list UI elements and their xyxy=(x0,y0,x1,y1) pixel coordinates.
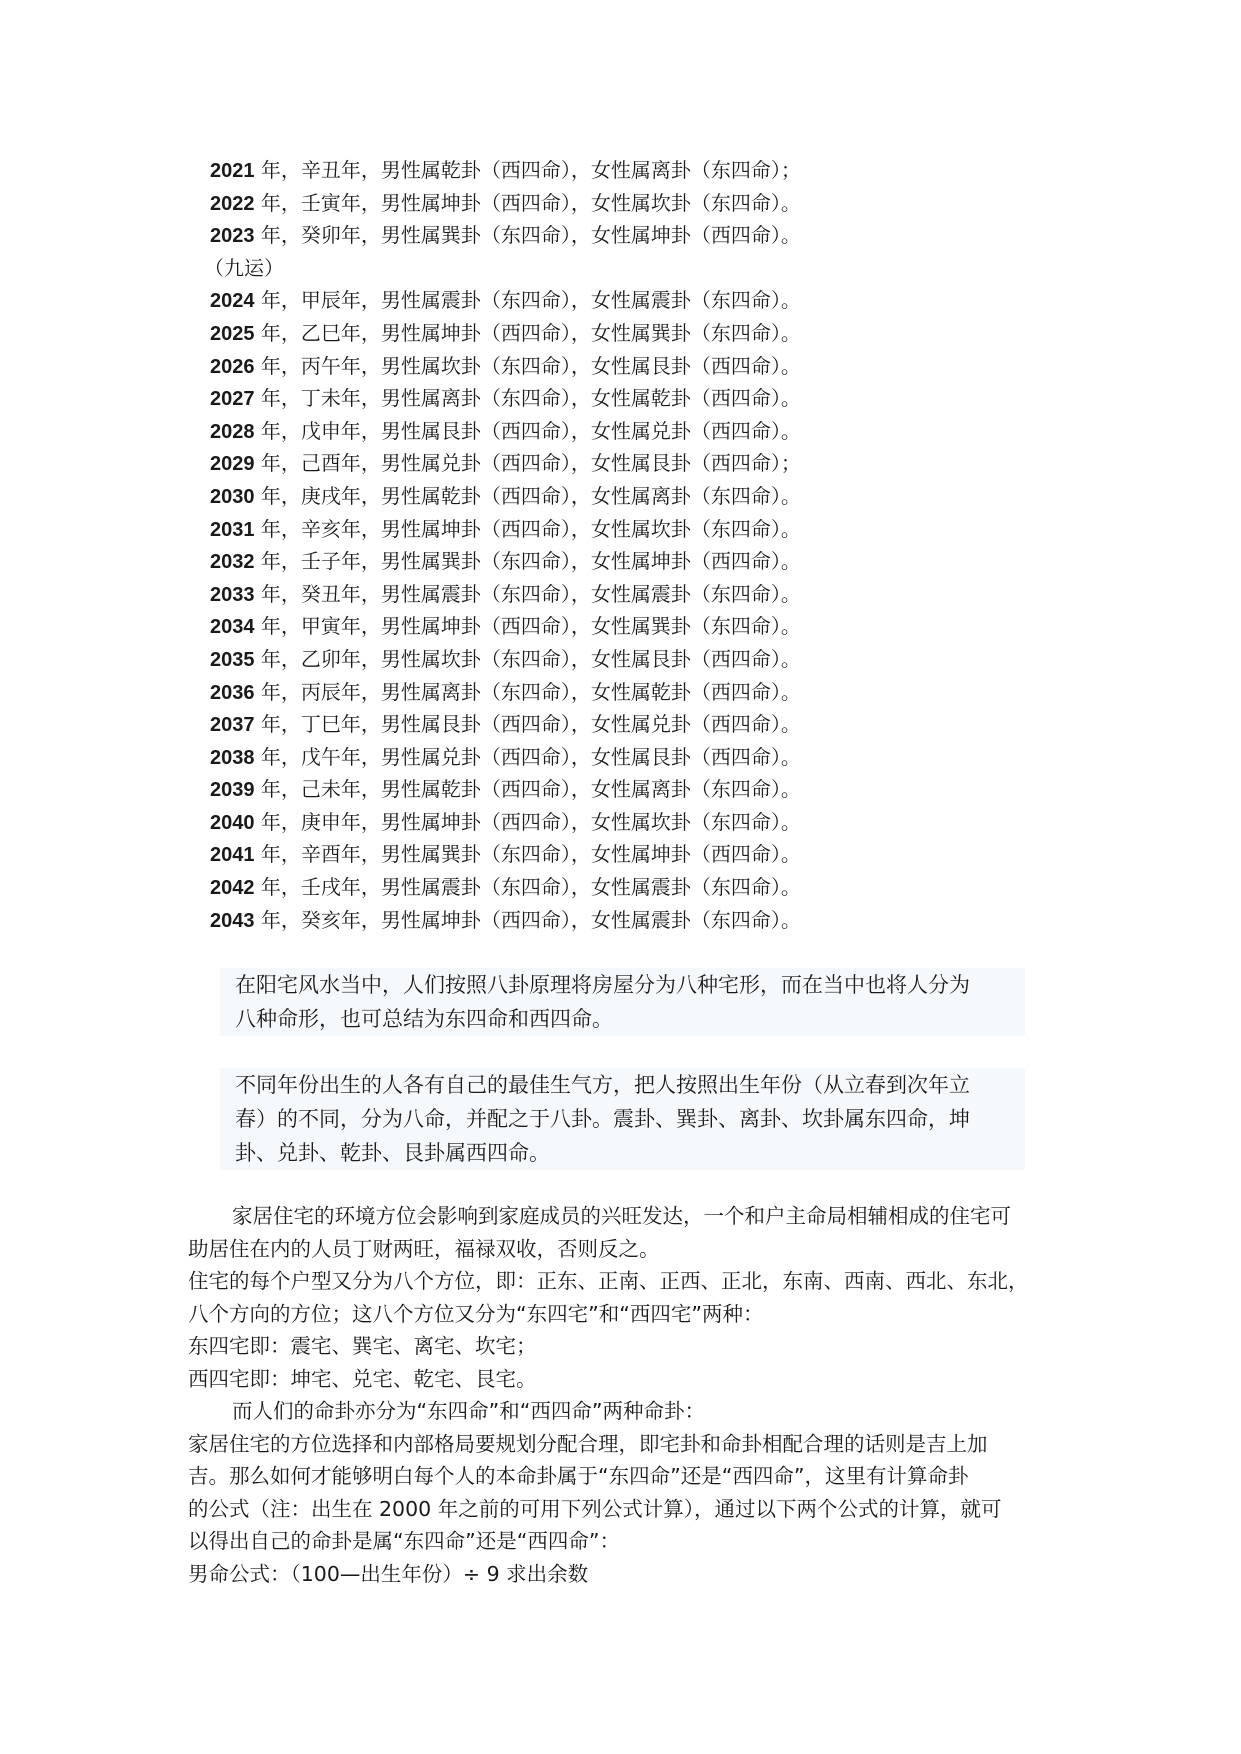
year-text: （九运） xyxy=(204,255,284,280)
era-label xyxy=(204,252,910,285)
year-line xyxy=(210,187,910,220)
body-line: 助居住在内的人员丁财两旺，福禄双收，否则反之。 xyxy=(188,1236,660,1261)
year-text: 年，壬子年，男性属巽卦（东四命），女性属坤卦（西四命）。 xyxy=(254,549,801,574)
year-number: 2043 xyxy=(210,909,255,932)
year-line xyxy=(210,513,910,546)
year-line xyxy=(210,578,910,611)
year-text: 年，丙午年，男性属坎卦（东四命），女性属艮卦（西四命）。 xyxy=(254,353,801,378)
year-number: 2042 xyxy=(210,877,255,900)
year-number: 2040 xyxy=(210,811,255,834)
year-text: 年，戊午年，男性属兑卦（西四命），女性属艮卦（西四命）。 xyxy=(254,744,801,769)
body-line: 住宅的每个户型又分为八个方位，即：正东、正南、正西、正北，东南、西南、西北、东北， xyxy=(188,1269,1029,1293)
year-text: 年，丁未年，男性属离卦（东四命），女性属乾卦（西四命）。 xyxy=(254,386,801,411)
year-text: 年，丁巳年，男性属艮卦（西四命），女性属兑卦（西四命）。 xyxy=(254,712,801,737)
paragraph-house-types xyxy=(220,968,1025,1036)
year-text: 年，辛酉年，男性属巽卦（东四命），女性属坤卦（西四命）。 xyxy=(254,842,801,867)
year-line xyxy=(210,415,910,448)
year-number: 2030 xyxy=(210,485,255,508)
year-text: 年，甲辰年，男性属震卦（东四命），女性属震卦（东四命）。 xyxy=(254,288,801,313)
body-line: 吉。那么如何才能够明白每个人的本命卦属于“东四命”还是“西四命”，这里有计算命卦 xyxy=(188,1464,969,1488)
year-line xyxy=(210,773,910,806)
paragraph-line: 八种命形，也可总结为东四命和西四命。 xyxy=(235,1007,613,1031)
year-number: 2028 xyxy=(210,420,255,443)
body-line: 以得出自己的命卦是属“东四命”还是“西四命”： xyxy=(188,1529,620,1553)
year-line xyxy=(210,708,910,741)
year-text: 年，乙卯年，男性属坎卦（东四命），女性属艮卦（西四命）。 xyxy=(254,646,801,671)
year-line xyxy=(210,154,910,187)
year-number: 2041 xyxy=(210,844,255,867)
year-line xyxy=(210,871,910,904)
year-line xyxy=(210,643,910,676)
year-number: 2021 xyxy=(210,160,255,182)
year-number: 2025 xyxy=(210,322,255,345)
year-line xyxy=(210,838,910,871)
year-text: 年，壬戌年，男性属震卦（东四命），女性属震卦（东四命）。 xyxy=(254,875,801,900)
year-line xyxy=(210,904,910,937)
year-number: 2027 xyxy=(210,388,255,411)
year-line xyxy=(210,350,910,383)
body-line: 男命公式：（100—出生年份）÷ 9 求出余数 xyxy=(188,1561,589,1586)
paragraph-line: 卦、兑卦、乾卦、艮卦属西四命。 xyxy=(235,1141,550,1165)
year-line xyxy=(210,447,910,480)
year-number: 2037 xyxy=(210,714,255,737)
paragraph-line: 春）的不同，分为八命，并配之于八卦。震卦、巽卦、离卦、坎卦属东四命，坤 xyxy=(235,1107,970,1131)
year-list xyxy=(204,154,910,936)
body-line: 西四宅即：坤宅、兑宅、乾宅、艮宅。 xyxy=(188,1366,537,1391)
year-number: 2035 xyxy=(210,648,255,671)
year-line xyxy=(210,284,910,317)
year-text: 年，乙巳年，男性属坤卦（西四命），女性属巽卦（东四命）。 xyxy=(254,320,801,345)
year-text: 年，甲寅年，男性属坤卦（西四命），女性属巽卦（东四命）。 xyxy=(254,614,801,639)
paragraph-line: 在阳宅风水当中，人们按照八卦原理将房屋分为八种宅形，而在当中也将人分为 xyxy=(235,973,970,997)
year-number: 2036 xyxy=(210,681,255,704)
year-number: 2038 xyxy=(210,746,255,769)
year-number: 2032 xyxy=(210,551,255,574)
year-line xyxy=(210,317,910,350)
year-number: 2023 xyxy=(210,225,255,248)
year-line xyxy=(210,382,910,415)
year-number: 2039 xyxy=(210,779,255,802)
year-text: 年，己未年，男性属乾卦（西四命），女性属离卦（东四命）。 xyxy=(254,777,801,802)
year-line xyxy=(210,741,910,774)
year-text: 年，癸卯年，男性属巽卦（东四命），女性属坤卦（西四命）。 xyxy=(254,223,801,248)
body-line: 而人们的命卦亦分为“东四命”和“西四命”两种命卦： xyxy=(232,1399,705,1423)
year-text: 年，庚申年，男性属坤卦（西四命），女性属坎卦（东四命）。 xyxy=(254,809,801,834)
year-text: 年，己酉年，男性属兑卦（西四命），女性属艮卦（西四命）； xyxy=(254,451,801,476)
paragraph-birth-year xyxy=(220,1068,1025,1170)
body-line: 家居住宅的环境方位会影响到家庭成员的兴旺发达，一个和户主命局相辅相成的住宅可 xyxy=(232,1204,1011,1228)
year-text: 年，癸亥年，男性属坤卦（西四命），女性属震卦（东四命）。 xyxy=(254,907,801,932)
year-number: 2022 xyxy=(210,192,255,215)
year-number: 2026 xyxy=(210,355,255,378)
year-text: 年，辛丑年，男性属乾卦（西四命），女性属离卦（东四命）； xyxy=(254,158,801,182)
year-line xyxy=(210,480,910,513)
year-number: 2033 xyxy=(210,583,255,606)
year-text: 年，戊申年，男性属艮卦（西四命），女性属兑卦（西四命）。 xyxy=(254,418,801,443)
year-text: 年，壬寅年，男性属坤卦（西四命），女性属坎卦（东四命）。 xyxy=(254,190,801,215)
year-text: 年，癸丑年，男性属震卦（东四命），女性属震卦（东四命）。 xyxy=(254,581,801,606)
year-line xyxy=(210,545,910,578)
year-line xyxy=(210,676,910,709)
year-number: 2034 xyxy=(210,616,255,639)
year-line xyxy=(210,219,910,252)
year-number: 2024 xyxy=(210,290,255,313)
year-line xyxy=(210,806,910,839)
body-text xyxy=(188,1200,1056,1590)
body-line: 的公式（注：出生在 2000 年之前的可用下列公式计算），通过以下两个公式的计算，就可 xyxy=(188,1496,1002,1521)
year-text: 年，丙辰年，男性属离卦（东四命），女性属乾卦（西四命）。 xyxy=(254,679,801,704)
year-text: 年，庚戌年，男性属乾卦（西四命），女性属离卦（东四命）。 xyxy=(254,483,801,508)
year-line xyxy=(210,610,910,643)
year-number: 2029 xyxy=(210,453,255,476)
year-number: 2031 xyxy=(210,518,255,541)
paragraph-line: 不同年份出生的人各有自己的最佳生气方，把人按照出生年份（从立春到次年立 xyxy=(235,1073,970,1097)
body-line: 家居住宅的方位选择和内部格局要规划分配合理，即宅卦和命卦相配合理的话则是吉上加 xyxy=(188,1431,988,1456)
year-text: 年，辛亥年，男性属坤卦（西四命），女性属坎卦（东四命）。 xyxy=(254,516,801,541)
body-line: 八个方向的方位；这八个方位又分为“东四宅”和“西四宅”两种： xyxy=(188,1301,764,1326)
body-line: 东四宅即：震宅、巽宅、离宅、坎宅； xyxy=(188,1334,537,1358)
